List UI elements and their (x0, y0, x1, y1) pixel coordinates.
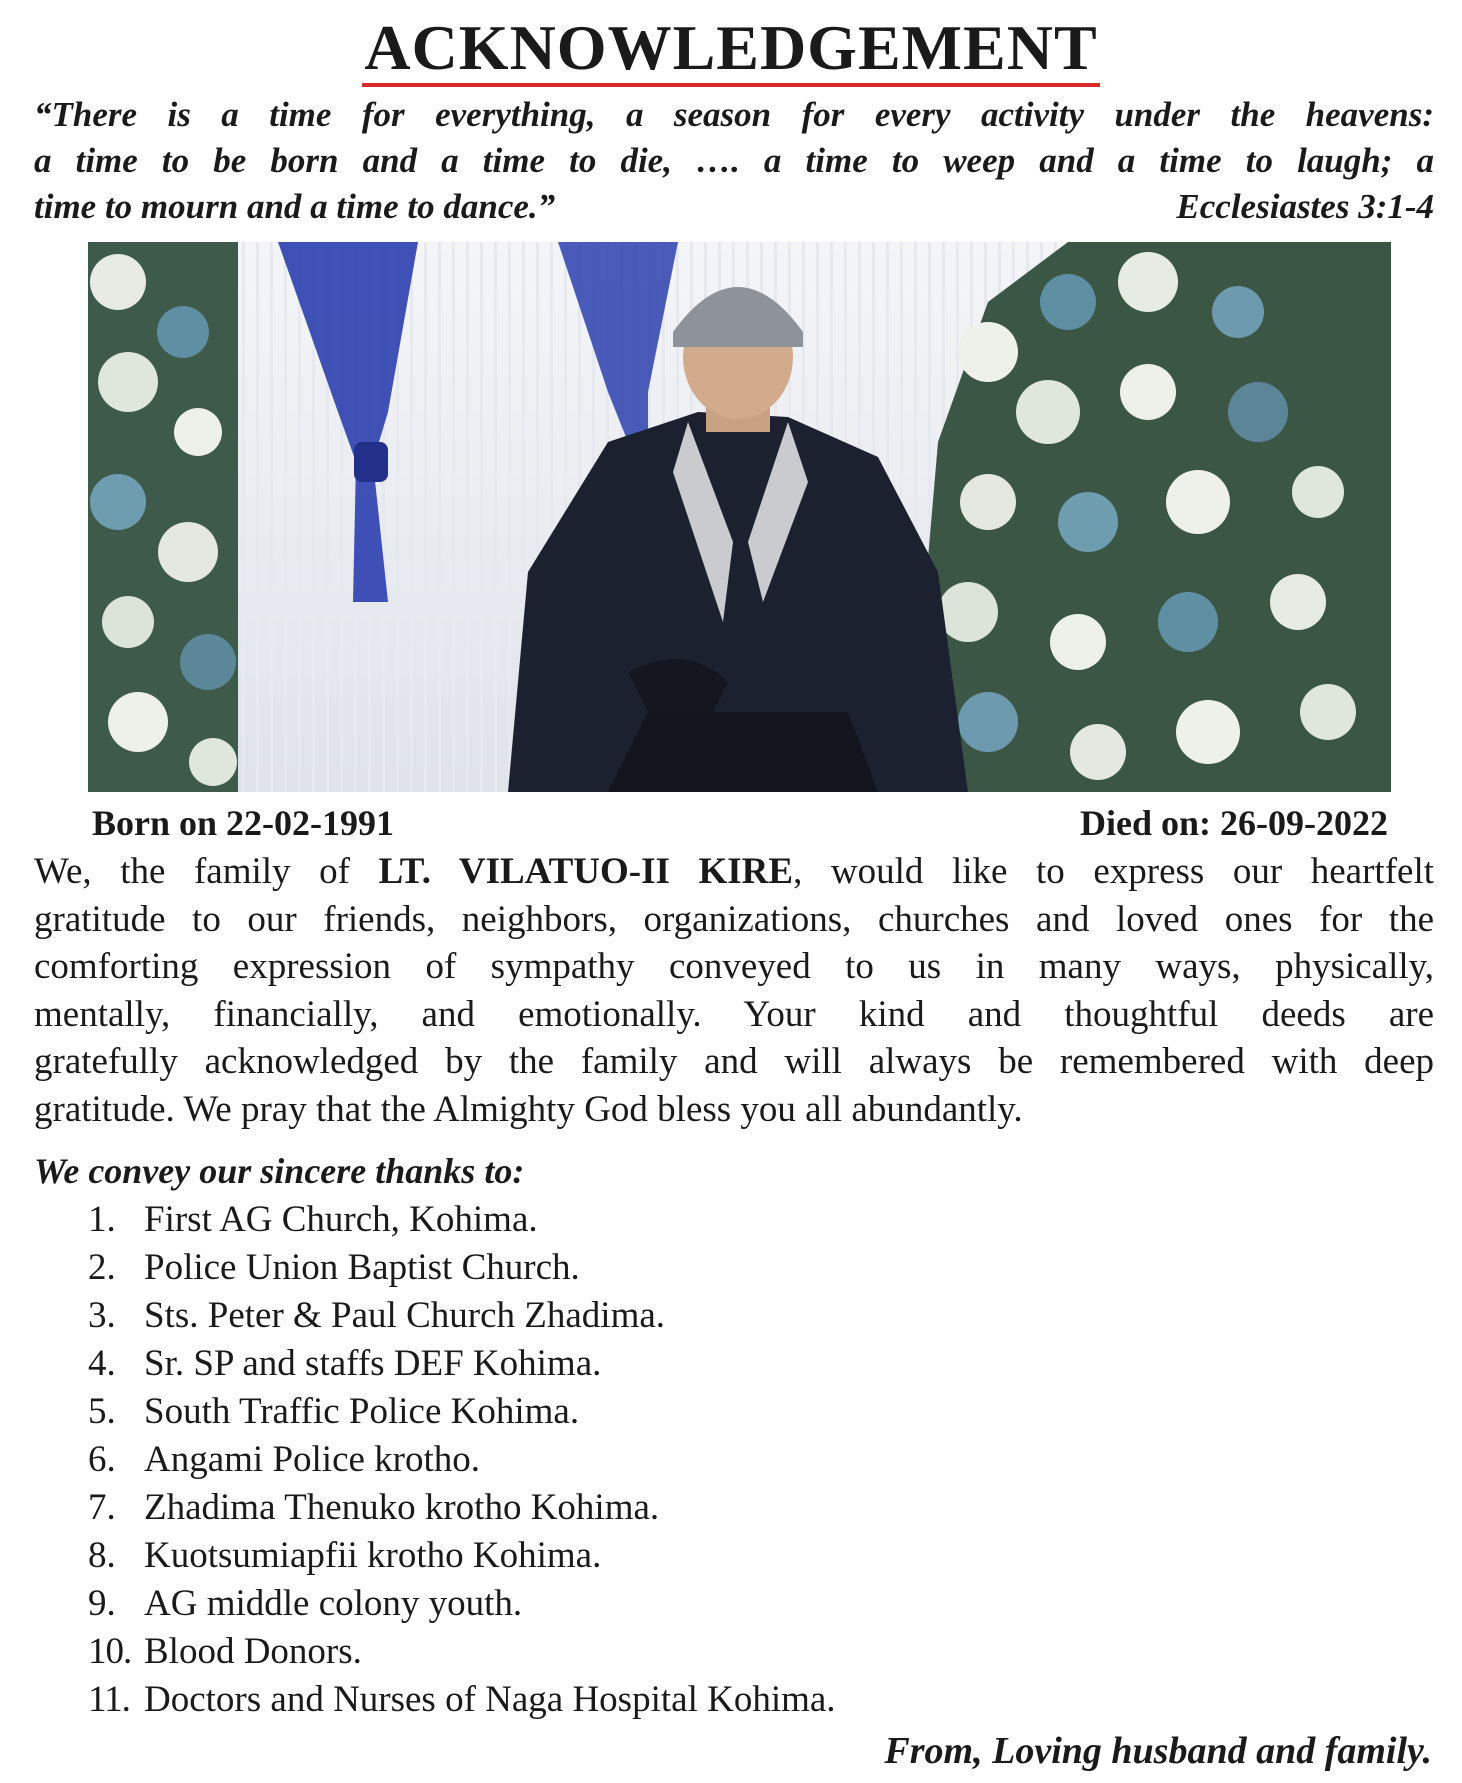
list-number: 11. (88, 1679, 130, 1720)
list-item (88, 1340, 836, 1388)
acknowledgement-message (34, 848, 1434, 1133)
portrait-image (88, 242, 1391, 792)
list-item (88, 1244, 836, 1292)
list-number: 8. (88, 1535, 116, 1576)
born-date: Born on 22-02-1991 (92, 803, 395, 843)
list-item (88, 1196, 836, 1244)
list-item (88, 1484, 836, 1532)
list-number: 1. (88, 1199, 116, 1240)
list-text: Police Union Baptist Church. (144, 1247, 580, 1288)
list-text: AG middle colony youth. (144, 1583, 523, 1624)
quote-line-3-row (34, 184, 1434, 230)
quote-line-2: a time to be born and a time to die, …. a time to weep and a time to laugh; a (34, 141, 1434, 180)
list-item (88, 1436, 836, 1484)
list-number: 10. (88, 1631, 132, 1672)
list-number: 3. (88, 1295, 116, 1336)
right-flowers (908, 242, 1391, 792)
list-number: 7. (88, 1487, 116, 1528)
list-item (88, 1580, 836, 1628)
memorial-photo (88, 242, 1391, 792)
quote-reference: Ecclesiastes 3:1-4 (1176, 187, 1434, 226)
list-text: South Traffic Police Kohima. (144, 1391, 580, 1432)
title-text: ACKNOWLEDGEMENT (362, 12, 1099, 87)
list-item (88, 1292, 836, 1340)
list-text: Angami Police krotho. (144, 1439, 481, 1480)
list-item (88, 1532, 836, 1580)
list-text: First AG Church, Kohima. (144, 1199, 538, 1240)
list-number: 6. (88, 1439, 116, 1480)
list-item (88, 1676, 836, 1724)
list-number: 5. (88, 1391, 116, 1432)
message-line-6: gratitude. We pray that the Almighty God bless you all abundantly. (34, 1088, 1023, 1130)
list-text: Doctors and Nurses of Naga Hospital Kohima. (144, 1679, 836, 1720)
message-line-3: comforting expression of sympathy conveyed to us in many ways, physically, (34, 946, 1434, 987)
message-intro: We, the family of (34, 851, 379, 892)
left-flowers (88, 242, 238, 792)
list-text: Kuotsumiapfii krotho Kohima. (144, 1535, 602, 1576)
message-line-2: gratitude to our friends, neighbors, organizations, churches and loved ones for the (34, 898, 1434, 940)
message-line-1 (34, 848, 1434, 896)
list-number: 2. (88, 1247, 116, 1288)
message-line-4: mentally, financially, and emotionally. Your kind and thoughtful deeds are (34, 993, 1434, 1035)
died-date: Died on: 26-09-2022 (1080, 803, 1388, 843)
list-text: Sr. SP and staffs DEF Kohima. (144, 1343, 602, 1384)
message-line-1-rest: , would like to express our heartfelt (793, 851, 1434, 892)
list-item (88, 1388, 836, 1436)
deceased-name: LT. VILATUO-II KIRE (378, 851, 794, 892)
thanks-list (88, 1196, 836, 1724)
quote-line-3: time to mourn and a time to dance.” (34, 187, 556, 226)
signature: From, Loving husband and family. (884, 1730, 1432, 1772)
list-number: 9. (88, 1583, 116, 1624)
message-line-5: gratefully acknowledged by the family and will always be remembered with deep (34, 1041, 1434, 1082)
list-text: Zhadima Thenuko krotho Kohima. (144, 1487, 660, 1528)
thanks-heading: We convey our sincere thanks to: (34, 1151, 525, 1191)
list-text: Sts. Peter & Paul Church Zhadima. (144, 1295, 666, 1336)
page-title (0, 12, 1462, 84)
list-text: Blood Donors. (144, 1631, 362, 1672)
life-dates (92, 800, 1388, 846)
quote-line-1: “There is a time for everything, a season for every activity under the heavens: (34, 95, 1434, 134)
list-item (88, 1628, 836, 1676)
scripture-quote (34, 92, 1434, 230)
list-number: 4. (88, 1343, 116, 1384)
